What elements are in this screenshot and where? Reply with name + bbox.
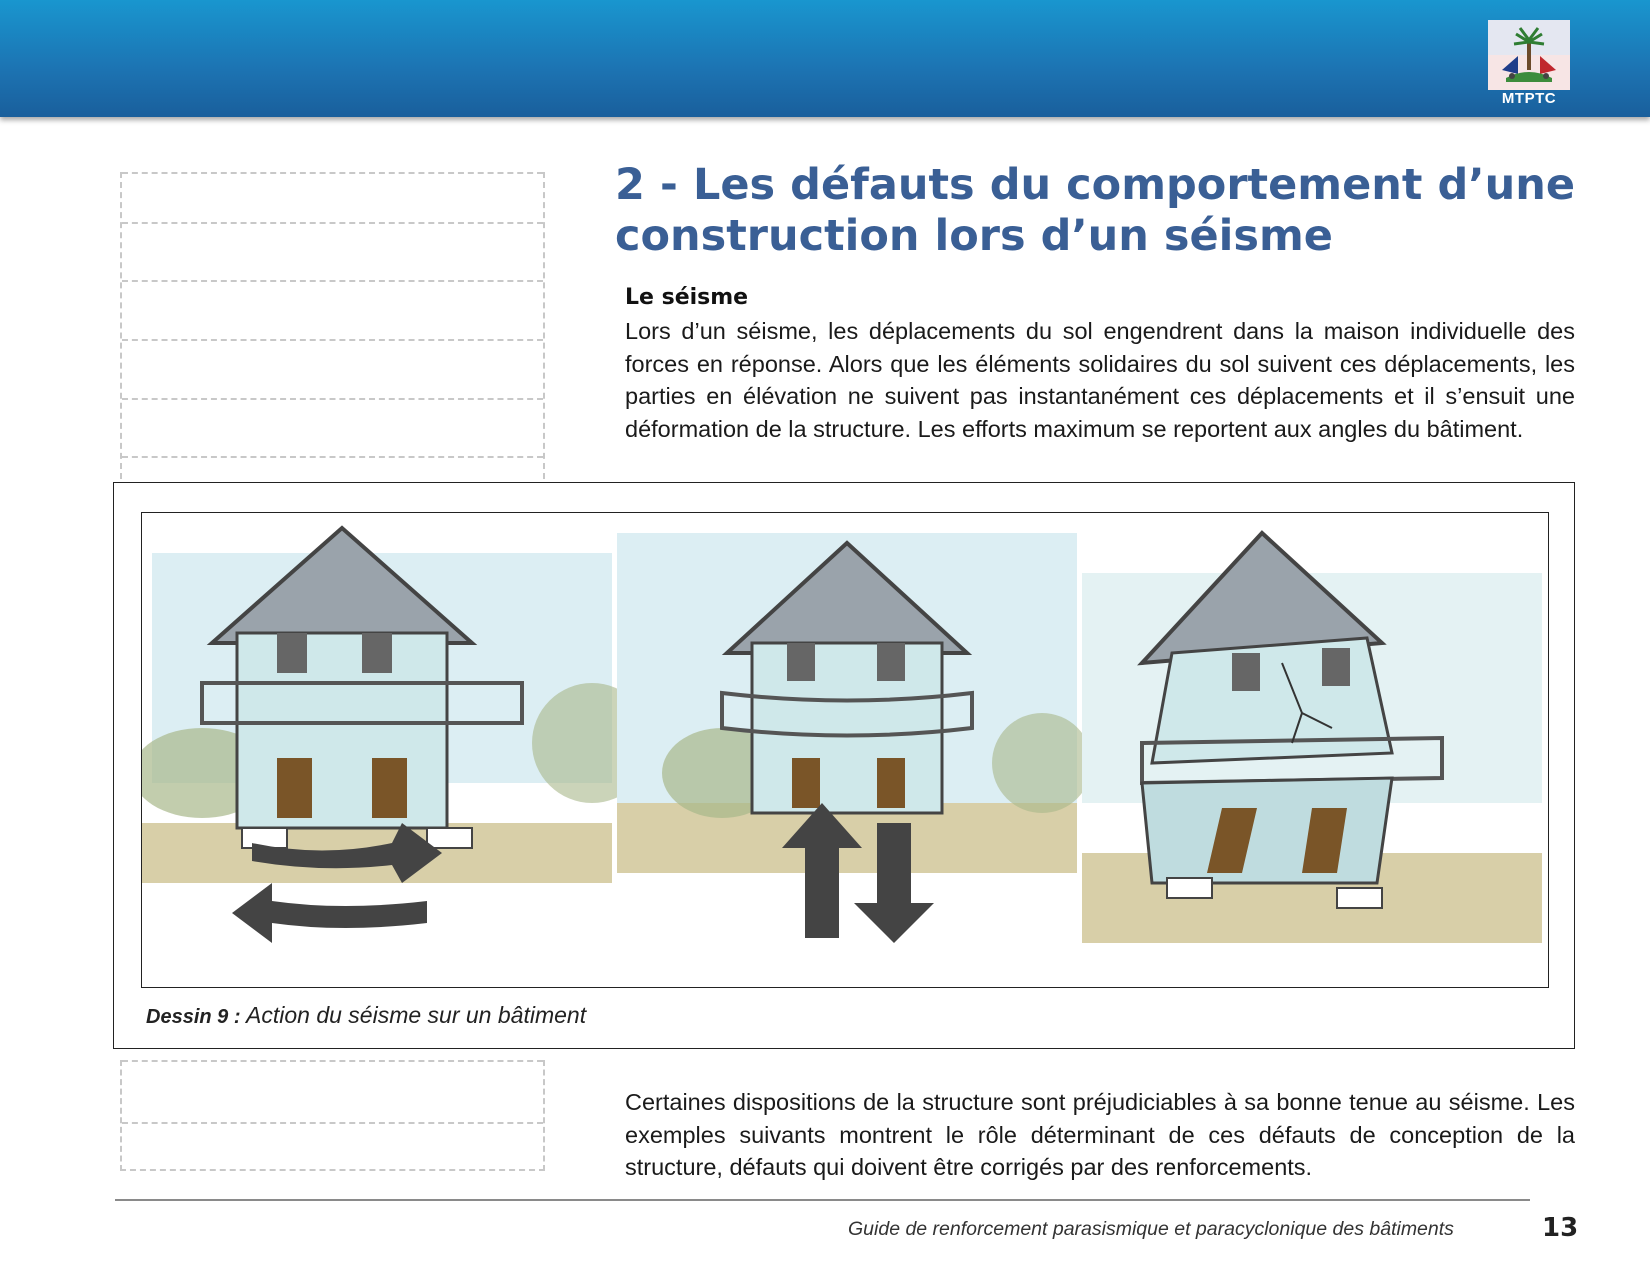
caption-label: Dessin 9 :	[146, 1006, 241, 1028]
caption-text: Action du séisme sur un bâtiment	[240, 1002, 587, 1028]
panel-vertical-shaking	[617, 533, 1092, 943]
notes-area-bottom	[120, 1060, 545, 1171]
footer-title: Guide de renforcement parasismique et paracyclonique des bâtiments	[848, 1218, 1454, 1240]
intro-paragraph: Lors d’un séisme, les déplacements du sol engendrent dans la maison individuelle des forces en réponse. Alors que les éléments solidaires du sol suivent ces déplacements, les parties en élévation ne suivent pas instantanément ces déplacements et il s’ensuit une déformation de la structure. Les efforts maximum se reportent aux angles du bâtiment.	[625, 318, 1575, 442]
figure-caption	[146, 1002, 586, 1029]
arrow-left-icon	[232, 883, 427, 943]
header-banner	[0, 0, 1650, 117]
ministry-logo	[1488, 20, 1570, 112]
page-number: 13	[1542, 1213, 1579, 1243]
subheading: Le séisme	[625, 285, 749, 310]
section-title: 2 - Les défauts du comportement d’une construction lors d’un séisme	[615, 160, 1575, 261]
footer-divider	[115, 1199, 1530, 1201]
panel-horizontal-shaking	[142, 528, 652, 943]
coat-of-arms-icon	[1488, 20, 1570, 90]
logo-label: MTPTC	[1501, 90, 1557, 107]
figure-illustration	[141, 512, 1549, 988]
closing-paragraph: Certaines dispositions de la structure sont préjudiciables à sa bonne tenue au séisme. Les exemples suivants montrent le rôle déterminant de ces défauts de conception de la structure, défauts qui doivent être corrigés par des renforcements.	[625, 1089, 1575, 1180]
notes-area-top	[120, 172, 545, 479]
panel-structural-collapse	[1082, 533, 1542, 943]
